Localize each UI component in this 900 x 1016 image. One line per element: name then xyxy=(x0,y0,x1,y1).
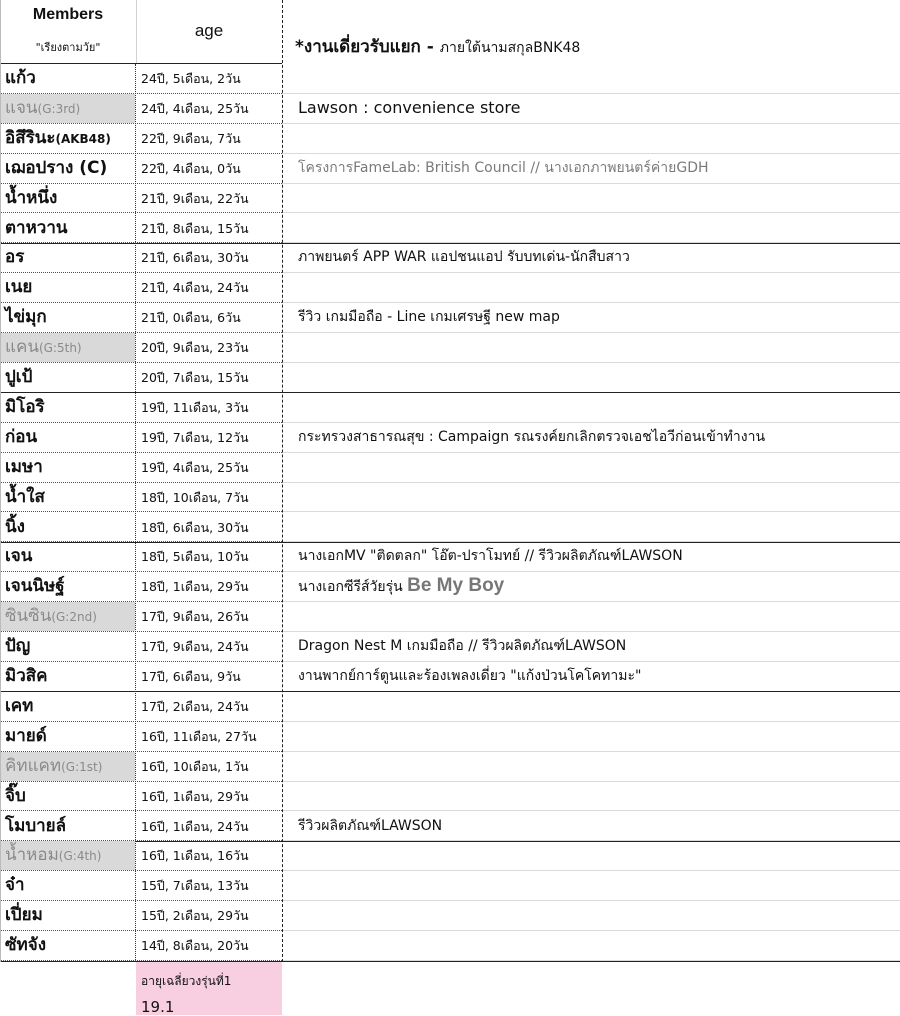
solo-work-note[interactable] xyxy=(298,632,626,661)
member-name: เจน xyxy=(5,546,33,567)
member-name: น้ำหนึ่ง xyxy=(5,187,58,208)
member-generation-tag: (G:5th) xyxy=(38,341,82,356)
member-name-cell[interactable] xyxy=(0,483,135,512)
member-name: เจนนิษฐ์ xyxy=(5,576,65,597)
member-name: แคน xyxy=(5,337,39,358)
member-name: คิทแคท xyxy=(5,755,62,776)
member-age-cell[interactable]: 16ปี, 1เดือน, 29วัน xyxy=(141,788,249,804)
member-age-cell[interactable]: 18ปี, 1เดือน, 29วัน xyxy=(141,579,249,595)
average-age-value: 19.1 xyxy=(141,998,175,1016)
member-name: ก่อน xyxy=(5,426,38,447)
solo-work-text: รีวิวผลิตภัณฑ์LAWSON xyxy=(298,817,443,834)
member-name-cell[interactable] xyxy=(0,423,135,452)
member-name-cell[interactable] xyxy=(0,214,135,243)
member-age-cell[interactable]: 19ปี, 4เดือน, 25วัน xyxy=(141,459,249,475)
member-name: เปี่ยม xyxy=(5,905,43,926)
member-age-cell[interactable]: 16ปี, 1เดือน, 24วัน xyxy=(141,818,249,834)
member-name-cell[interactable] xyxy=(0,931,135,960)
member-name-cell[interactable] xyxy=(0,273,135,302)
member-name-cell[interactable] xyxy=(0,632,135,661)
member-name-cell[interactable] xyxy=(0,393,135,422)
solo-work-subtitle: ภายใต้นามสกุลBNK48 xyxy=(439,40,581,56)
member-name: แก้ว xyxy=(5,68,36,88)
solo-work-text: นางเอกซีรีส์วัยรุ่น xyxy=(298,579,408,596)
member-name-cell[interactable] xyxy=(0,363,135,392)
header-bottom-line xyxy=(0,63,282,64)
solo-work-text: Dragon Nest M เกมมือถือ // รีวิวผลิตภัณฑ์LAWSON xyxy=(298,638,627,655)
member-name-cell[interactable] xyxy=(0,722,135,751)
members-header-label: Members xyxy=(32,6,104,23)
member-age-cell[interactable]: 16ปี, 1เดือน, 16วัน xyxy=(141,848,249,864)
solo-work-text: กระทรวงสาธารณสุข : Campaign รณรงค์ยกเลิกตรวจเอชไอวีก่อนเข้าทำงาน xyxy=(298,428,766,445)
member-name: นิ้ง xyxy=(5,516,25,537)
member-name: ซัทจัง xyxy=(5,935,47,956)
solo-work-note[interactable] xyxy=(298,812,442,841)
member-age-cell[interactable]: 21ปี, 8เดือน, 15วัน xyxy=(141,220,249,236)
member-name-cell[interactable] xyxy=(0,243,135,272)
member-name-cell[interactable] xyxy=(0,692,135,721)
member-name: มิวสิค xyxy=(5,666,48,686)
member-name-cell[interactable] xyxy=(0,572,135,601)
member-name-cell[interactable] xyxy=(0,513,135,542)
member-name: เฌอปราง (C) xyxy=(5,157,108,178)
member-name: น้ำหอม xyxy=(5,845,59,866)
average-age-label: อายุเฉลี่ยวงรุ่นที่1 xyxy=(141,974,232,988)
member-name-cell[interactable] xyxy=(0,184,135,213)
solo-work-note[interactable] xyxy=(298,243,630,272)
solo-work-note[interactable] xyxy=(298,303,560,332)
member-name: เมษา xyxy=(5,456,43,477)
member-age-cell[interactable]: 17ปี, 6เดือน, 9วัน xyxy=(141,669,241,684)
member-name-cell[interactable] xyxy=(0,901,135,930)
member-name-cell[interactable] xyxy=(0,542,135,571)
solo-work-text: งานพากย์การ์ตูนและร้องเพลงเดี่ยว "แก้งป่วนโคโคทามะ" xyxy=(298,668,642,684)
member-age-cell[interactable]: 24ปี, 4เดือน, 25วัน xyxy=(141,100,249,116)
member-name: จิ๊บ xyxy=(5,785,26,806)
member-name-cell[interactable] xyxy=(0,64,135,93)
solo-work-note[interactable] xyxy=(298,662,641,691)
solo-work-note[interactable] xyxy=(298,423,765,452)
member-age-cell[interactable]: 15ปี, 7เดือน, 13วัน xyxy=(141,878,249,894)
member-age-cell[interactable]: 20ปี, 7เดือน, 15วัน xyxy=(141,370,249,385)
solo-work-text: รีวิว เกมมือถือ - Line เกมเศรษฐี new map xyxy=(298,309,560,326)
member-name: มายด์ xyxy=(5,725,47,746)
solo-work-note[interactable] xyxy=(298,542,683,571)
member-age-cell[interactable]: 24ปี, 5เดือน, 2วัน xyxy=(141,71,241,86)
member-name: แจน xyxy=(5,97,38,118)
member-age-cell[interactable]: 17ปี, 9เดือน, 24วัน xyxy=(141,639,249,655)
solo-work-text: โครงการFameLab: British Council // นางเอกภาพยนตร์ค่ายGDH xyxy=(298,159,709,176)
member-name: อร xyxy=(5,247,25,268)
member-age-cell[interactable]: 21ปี, 0เดือน, 6วัน xyxy=(141,310,241,326)
member-age-cell[interactable]: 22ปี, 4เดือน, 0วัน xyxy=(141,160,241,176)
member-generation-tag: (G:2nd) xyxy=(51,610,97,625)
solo-work-note[interactable] xyxy=(298,94,520,123)
member-name-cell[interactable] xyxy=(0,782,135,811)
member-generation-tag: (G:3rd) xyxy=(37,101,81,116)
solo-work-note[interactable] xyxy=(298,572,504,601)
member-age-cell[interactable]: 21ปี, 6เดือน, 30วัน xyxy=(141,250,249,266)
member-age-cell[interactable]: 17ปี, 9เดือน, 26วัน xyxy=(141,609,249,625)
solo-work-header xyxy=(295,33,580,60)
member-name: น้ำใส xyxy=(5,486,45,507)
member-name-cell[interactable] xyxy=(0,94,135,123)
age-note-divider xyxy=(282,0,283,962)
member-name-cell[interactable] xyxy=(0,602,135,631)
member-name-cell[interactable] xyxy=(0,124,135,153)
member-age-cell[interactable]: 19ปี, 7เดือน, 12วัน xyxy=(141,429,249,445)
solo-work-note[interactable] xyxy=(298,154,709,183)
member-name-cell[interactable] xyxy=(0,154,135,183)
member-name-cell[interactable] xyxy=(0,662,135,691)
member-age-cell[interactable]: 16ปี, 10เดือน, 1วัน xyxy=(141,758,249,774)
member-name: อิสึรินะ xyxy=(5,127,56,148)
member-name: ปูเป้ xyxy=(5,367,33,387)
members-header-cell[interactable] xyxy=(0,0,137,64)
member-name: เคท xyxy=(5,695,34,716)
member-name-cell[interactable] xyxy=(0,453,135,482)
member-age-cell[interactable]: 18ปี, 6เดือน, 30วัน xyxy=(141,519,249,535)
member-name-cell[interactable] xyxy=(0,333,135,362)
age-header-cell[interactable]: age xyxy=(194,21,224,40)
member-age-cell[interactable]: 21ปี, 9เดือน, 22วัน xyxy=(141,190,249,206)
member-generation-tag: (G:4th) xyxy=(58,849,102,864)
left-frame-line xyxy=(0,0,1,962)
member-age-cell[interactable]: 16ปี, 11เดือน, 27วัน xyxy=(141,728,257,744)
member-name: ซินซิน xyxy=(5,606,52,627)
member-age-cell[interactable]: 20ปี, 9เดือน, 23วัน xyxy=(141,340,249,356)
member-age-cell[interactable]: 19ปี, 11เดือน, 3วัน xyxy=(141,399,249,415)
member-name-cell[interactable] xyxy=(0,752,135,781)
member-name-cell[interactable] xyxy=(0,303,135,332)
member-generation-tag: (AKB48) xyxy=(55,131,111,146)
member-age-cell[interactable]: 22ปี, 9เดือน, 7วัน xyxy=(141,130,241,146)
member-name: ไข่มุก xyxy=(5,307,47,328)
solo-work-text: นางเอกMV "ติดตลก" โอ๊ต-ปราโมทย์ // รีวิวผลิตภัณฑ์LAWSON xyxy=(298,548,683,565)
member-age-cell[interactable]: 14ปี, 8เดือน, 20วัน xyxy=(141,938,249,954)
member-age-cell[interactable]: 18ปี, 5เดือน, 10วัน xyxy=(141,549,249,565)
member-age-cell[interactable]: 18ปี, 10เดือน, 7วัน xyxy=(141,489,249,505)
member-name: เนย xyxy=(5,277,33,298)
member-name: ปัญ xyxy=(5,636,31,657)
member-name-cell[interactable] xyxy=(0,841,135,870)
members-sort-note: "เรียงตามวัย" xyxy=(35,41,101,54)
member-name: จ๋า xyxy=(5,875,25,896)
member-generation-tag: (G:1st) xyxy=(61,759,103,774)
name-age-divider xyxy=(135,64,136,962)
member-name-cell[interactable] xyxy=(0,871,135,900)
series-title: Be My Boy xyxy=(407,575,505,597)
member-age-cell[interactable]: 21ปี, 4เดือน, 24วัน xyxy=(141,280,249,296)
member-age-cell[interactable]: 15ปี, 2เดือน, 29วัน xyxy=(141,908,249,924)
solo-work-text: Lawson : convenience store xyxy=(298,97,521,117)
member-name-cell[interactable] xyxy=(0,812,135,841)
member-age-cell[interactable]: 17ปี, 2เดือน, 24วัน xyxy=(141,698,249,714)
solo-work-text: ภาพยนตร์ APP WAR แอปชนแอป รับบทเด่น-นักสืบสาว xyxy=(298,249,630,266)
member-name: มิโอริ xyxy=(5,396,45,417)
solo-work-title: *งานเดี่ยวรับแยก - xyxy=(295,37,440,57)
member-name: ตาหวาน xyxy=(5,217,68,238)
member-name: โมบายล์ xyxy=(5,815,67,836)
